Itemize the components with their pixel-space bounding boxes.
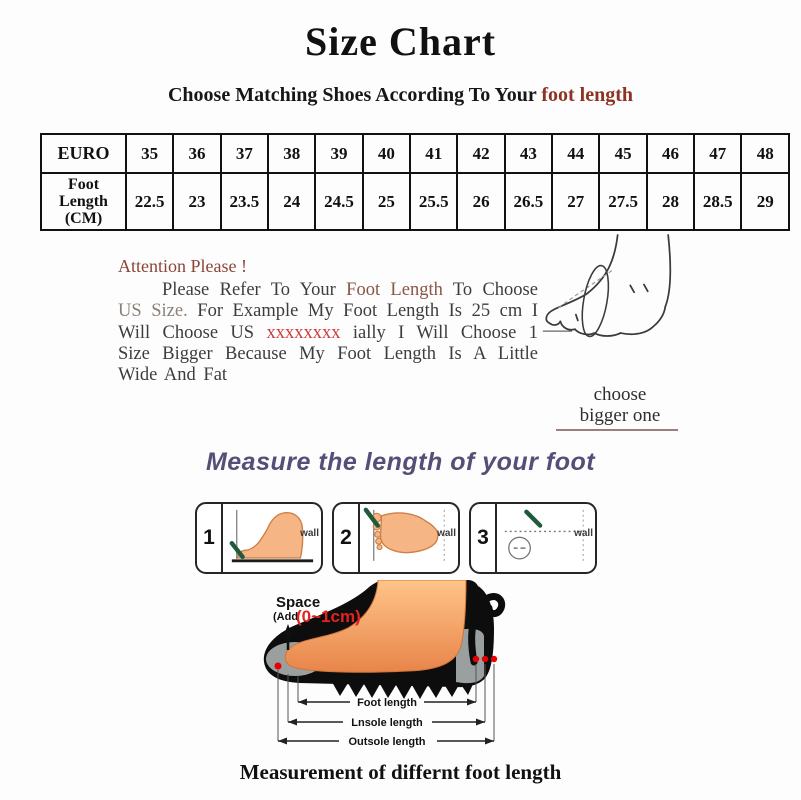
wall-label: wall bbox=[300, 528, 319, 539]
cm-cell: 23 bbox=[173, 173, 220, 230]
cm-cell: 27 bbox=[552, 173, 599, 230]
euro-cell: 44 bbox=[552, 134, 599, 173]
step-number: 2 bbox=[334, 504, 360, 572]
caption-line: choose bbox=[593, 384, 647, 405]
attention-text: ially I Will Choose 1 Size Bigger Because My Foot Length Is A Little Wide And Fat bbox=[118, 322, 538, 386]
attention-paragraph bbox=[118, 280, 538, 386]
magnifier-circle-icon bbox=[509, 537, 531, 559]
foot-sketch-illustration bbox=[540, 233, 740, 369]
euro-cell: 40 bbox=[363, 134, 410, 173]
step-number: 1 bbox=[197, 504, 223, 572]
size-table bbox=[40, 133, 790, 231]
attention-block bbox=[118, 256, 538, 386]
cm-cell: 25.5 bbox=[410, 173, 457, 230]
row-header-foot-length: Foot Length (CM) bbox=[41, 173, 126, 230]
wall-label: wall bbox=[574, 528, 593, 539]
table-row-foot-length bbox=[41, 173, 789, 230]
cm-cell: 22.5 bbox=[126, 173, 173, 230]
euro-cell: 37 bbox=[221, 134, 268, 173]
space-range-label: (0~1cm) bbox=[296, 607, 361, 626]
measure-step-3 bbox=[469, 502, 597, 574]
foot-sketch-caption bbox=[556, 384, 684, 426]
measure-step-2 bbox=[332, 502, 460, 574]
page-title: Size Chart bbox=[304, 19, 497, 64]
table-row-euro bbox=[41, 134, 789, 173]
foot-length-label: Foot length bbox=[357, 697, 417, 709]
space-label: Space bbox=[276, 594, 321, 611]
cm-cell: 24.5 bbox=[315, 173, 362, 230]
cm-cell: 23.5 bbox=[221, 173, 268, 230]
euro-cell: 35 bbox=[126, 134, 173, 173]
outsole-length-label: Outsole length bbox=[348, 736, 426, 748]
subtitle-prefix: Choose Matching Shoes According To Your bbox=[167, 84, 542, 106]
caption-line: bigger one bbox=[579, 405, 661, 426]
add-label: (Add bbox=[273, 611, 299, 623]
euro-cell: 39 bbox=[315, 134, 362, 173]
cm-cell: 29 bbox=[741, 173, 789, 230]
step-number: 3 bbox=[471, 504, 497, 572]
cm-cell: 28.5 bbox=[694, 173, 741, 230]
cm-cell: 25 bbox=[363, 173, 410, 230]
insole-length-label: Lnsole length bbox=[351, 717, 423, 729]
euro-cell: 42 bbox=[457, 134, 504, 173]
bottom-caption: Measurement of differnt foot length bbox=[239, 760, 562, 784]
attention-us-size: US Size. bbox=[118, 301, 188, 322]
wall-label: wall bbox=[437, 528, 456, 539]
cm-cell: 26 bbox=[457, 173, 504, 230]
cm-cell: 24 bbox=[268, 173, 315, 230]
attention-heading: Attention Please ! bbox=[118, 256, 247, 276]
foot-side-view bbox=[238, 513, 303, 558]
subtitle-highlight: foot length bbox=[541, 84, 634, 106]
euro-cell: 41 bbox=[410, 134, 457, 173]
euro-cell: 36 bbox=[173, 134, 220, 173]
subtitle bbox=[0, 84, 801, 107]
shoe-measurement-diagram bbox=[240, 580, 610, 762]
attention-crossed-text: xxxxxxxx bbox=[266, 322, 341, 343]
attention-text: To Choose bbox=[442, 280, 538, 300]
cm-cell: 27.5 bbox=[599, 173, 646, 230]
cm-cell: 28 bbox=[647, 173, 694, 230]
attention-text: Please Refer To Your bbox=[162, 280, 347, 300]
row-header-euro: EURO bbox=[41, 134, 126, 173]
cm-cell: 26.5 bbox=[505, 173, 552, 230]
attention-text: For Example My Foot Length Is 25 cm I Will Choose US bbox=[118, 301, 538, 343]
measure-step-1 bbox=[195, 502, 323, 574]
foot-top-view bbox=[380, 513, 437, 553]
euro-cell: 43 bbox=[505, 134, 552, 173]
euro-cell: 47 bbox=[694, 134, 741, 173]
green-pen-icon bbox=[526, 512, 540, 526]
attention-foot-length: Foot Length bbox=[346, 280, 443, 300]
euro-cell: 46 bbox=[647, 134, 694, 173]
measure-steps bbox=[195, 502, 597, 574]
euro-cell: 45 bbox=[599, 134, 646, 173]
measure-loop-icon bbox=[578, 264, 613, 339]
divider-line bbox=[556, 429, 678, 431]
euro-cell: 48 bbox=[741, 134, 789, 173]
euro-cell: 38 bbox=[268, 134, 315, 173]
measure-heading: Measure the length of your foot bbox=[205, 448, 596, 476]
